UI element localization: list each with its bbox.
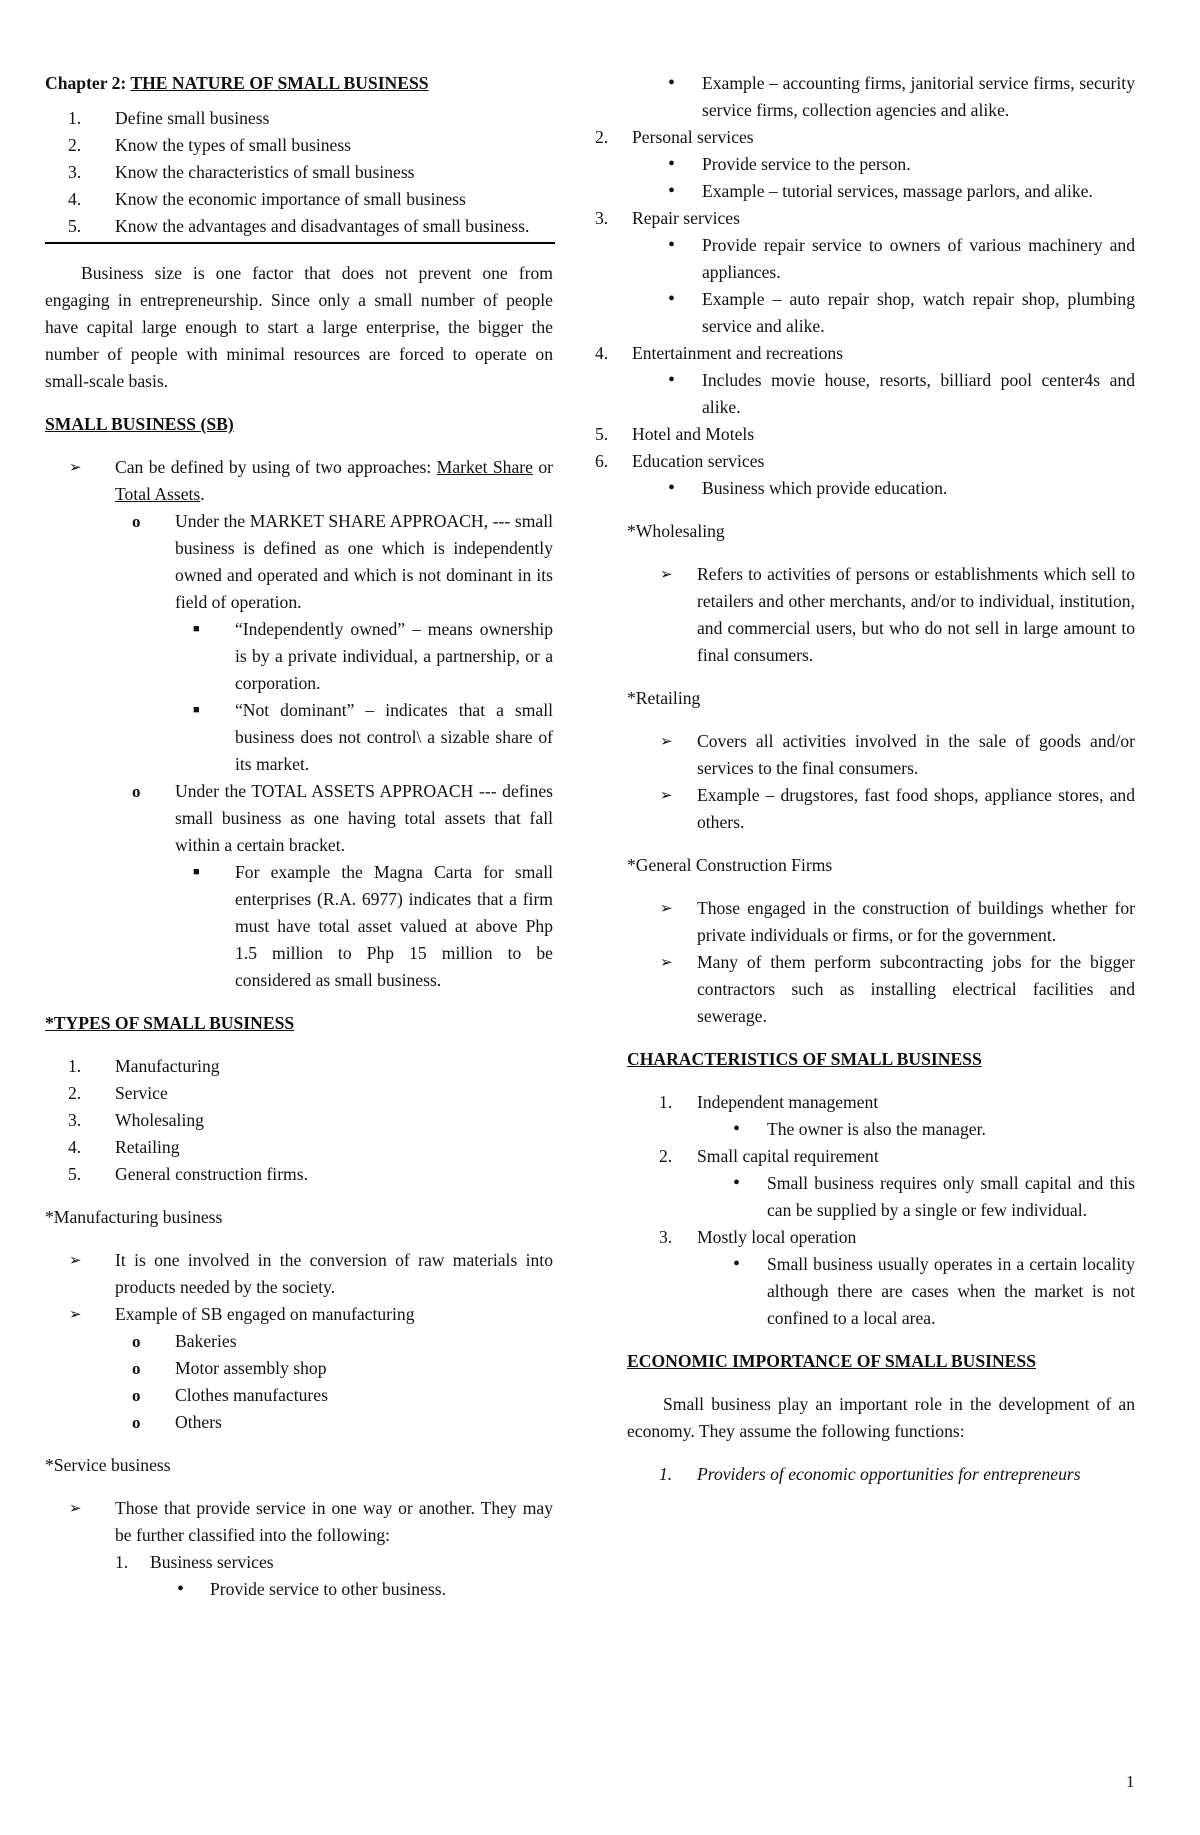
dot-bullet-icon: • bbox=[668, 153, 676, 175]
list-item: o Bakeries bbox=[45, 1328, 553, 1355]
economic-intro-paragraph: Small business play an important role in the development of an economy. They assume the following functions: bbox=[627, 1394, 1135, 1441]
list-item: 4. Entertainment and recreations bbox=[595, 343, 844, 363]
subheading-wholesaling: *Wholesaling bbox=[627, 521, 725, 541]
square-bullet-icon: ■ bbox=[193, 704, 200, 716]
list-item: ➢ Can be defined by using of two approaches: Market Share or Total Assets. bbox=[45, 454, 553, 508]
dot-bullet-icon: • bbox=[668, 72, 676, 94]
arrow-bullet-icon: ➢ bbox=[660, 732, 673, 750]
list-item: o Others bbox=[45, 1409, 553, 1436]
list-item: ➢ Many of them perform subcontracting jobs for the bigger contractors such as installing electrical facilities and sewerage. bbox=[627, 949, 1135, 1030]
list-item: ■ “Not dominant” – indicates that a small business does not control\ a sizable share of its market. bbox=[45, 697, 553, 778]
list-item: • Example – accounting firms, janitorial service firms, security service firms, collection agencies and alike. bbox=[668, 72, 1135, 120]
subheading-construction: *General Construction Firms bbox=[627, 855, 833, 875]
dot-bullet-icon: • bbox=[177, 1578, 185, 1600]
list-item: • The owner is also the manager. bbox=[627, 1116, 1135, 1143]
list-item: ➢ Example – drugstores, fast food shops, appliance stores, and others. bbox=[627, 782, 1135, 836]
list-item: o Under the TOTAL ASSETS APPROACH --- defines small business as one having total assets that fall within a certain bracket. bbox=[45, 778, 553, 859]
dot-bullet-icon: • bbox=[668, 288, 676, 310]
list-item: • Provide service to the person. bbox=[627, 151, 1135, 178]
list-item: 5. General construction firms. bbox=[68, 1164, 308, 1184]
section-heading-types: *TYPES OF SMALL BUSINESS bbox=[45, 1013, 295, 1033]
list-item: 3. Know the characteristics of small business bbox=[68, 162, 415, 182]
list-item: o Motor assembly shop bbox=[45, 1355, 553, 1382]
list-item: • Provide service to other business. bbox=[45, 1576, 553, 1603]
circle-bullet-icon: o bbox=[132, 1413, 141, 1432]
arrow-bullet-icon: ➢ bbox=[69, 1305, 82, 1323]
list-item: 4. Know the economic importance of small business bbox=[68, 189, 466, 209]
list-item: 3. Repair services bbox=[595, 208, 740, 228]
square-bullet-icon: ■ bbox=[193, 866, 200, 878]
list-item: 2. Personal services bbox=[595, 127, 754, 147]
list-item: 3. Wholesaling bbox=[68, 1110, 204, 1130]
section-heading-small-business: SMALL BUSINESS (SB) bbox=[45, 414, 234, 434]
list-item: o Clothes manufactures bbox=[45, 1382, 553, 1409]
types-list bbox=[45, 1053, 553, 1188]
arrow-bullet-icon: ➢ bbox=[69, 458, 82, 476]
arrow-bullet-icon: ➢ bbox=[69, 1499, 82, 1517]
list-item: 3. Mostly local operation bbox=[659, 1227, 857, 1247]
arrow-bullet-icon: ➢ bbox=[660, 786, 673, 804]
subheading-retailing: *Retailing bbox=[627, 688, 701, 708]
dot-bullet-icon: • bbox=[668, 180, 676, 202]
list-item: • Example – tutorial services, massage parlors, and alike. bbox=[627, 178, 1135, 205]
section-heading-characteristics: CHARACTERISTICS OF SMALL BUSINESS bbox=[627, 1049, 982, 1069]
list-item: 5. Hotel and Motels bbox=[595, 424, 755, 444]
list-item: 1. Manufacturing bbox=[68, 1056, 220, 1076]
dot-bullet-icon: • bbox=[668, 234, 676, 256]
list-item: 2. Small capital requirement bbox=[659, 1146, 879, 1166]
square-bullet-icon: ■ bbox=[193, 623, 200, 635]
page-number: 1 bbox=[1126, 1772, 1135, 1791]
list-item: • Includes movie house, resorts, billiard pool center4s and alike. bbox=[668, 369, 1135, 417]
list-item: • Small business usually operates in a certain locality although there are cases when the market is not confined to a local area. bbox=[733, 1253, 1135, 1328]
list-item: • Provide repair service to owners of various machinery and appliances. bbox=[668, 234, 1135, 282]
subheading-manufacturing: *Manufacturing business bbox=[45, 1207, 223, 1227]
list-item: 2. Know the types of small business bbox=[68, 135, 352, 155]
list-item: ■ For example the Magna Carta for small enterprises (R.A. 6977) indicates that a firm must have total asset valued at above Php 1.5 million to Php 15 million to be considered as small business. bbox=[45, 859, 553, 994]
list-item: ➢ Refers to activities of persons or establishments which sell to retailers and other merchants, and/or to individual, institution, and commercial users, but who do not sell in large amount to final consumers. bbox=[627, 561, 1135, 669]
chapter-title: Chapter 2: THE NATURE OF SMALL BUSINESS bbox=[45, 73, 429, 93]
left-column bbox=[45, 70, 553, 1603]
list-item: 6. Education services bbox=[595, 451, 765, 471]
list-item: ➢ Those engaged in the construction of buildings whether for private individuals or firms, or for the government. bbox=[627, 895, 1135, 949]
list-item: ➢ Covers all activities involved in the sale of goods and/or services to the final consumers. bbox=[627, 728, 1135, 782]
chapter-title-text: THE NATURE OF SMALL BUSINESS bbox=[130, 73, 429, 93]
right-column bbox=[595, 70, 1135, 1488]
dot-bullet-icon: • bbox=[668, 477, 676, 499]
list-item: 2. Service bbox=[68, 1083, 168, 1103]
list-item: ➢ It is one involved in the conversion of raw materials into products needed by the society. bbox=[45, 1247, 553, 1301]
dot-bullet-icon: • bbox=[733, 1118, 741, 1140]
intro-paragraph: Business size is one factor that does not prevent one from engaging in entrepreneurship. Since only a small number of people have capital large enough to start a large enterprise, the bigger the number of people with minimal resources are forced to operate on small-scale basis. bbox=[45, 263, 553, 391]
list-item: 1. Independent management bbox=[659, 1092, 879, 1112]
list-item: 1. Providers of economic opportunities for entrepreneurs bbox=[659, 1464, 1081, 1484]
list-item: o Under the MARKET SHARE APPROACH, --- small business is defined as one which is independently owned and operated and which is not dominant in its field of operation. bbox=[45, 508, 553, 616]
dot-bullet-icon: • bbox=[733, 1253, 741, 1275]
dot-bullet-icon: • bbox=[733, 1172, 741, 1194]
dot-bullet-icon: • bbox=[668, 369, 676, 391]
objectives-list bbox=[45, 105, 553, 240]
list-item: 5. Know the advantages and disadvantages of small business. bbox=[68, 216, 530, 236]
list-item: ■ “Independently owned” – means ownership is by a private individual, a partnership, or a corporation. bbox=[45, 616, 553, 697]
arrow-bullet-icon: ➢ bbox=[660, 565, 673, 583]
circle-bullet-icon: o bbox=[132, 1332, 141, 1351]
list-item: 1. Define small business bbox=[68, 108, 270, 128]
circle-bullet-icon: o bbox=[132, 1359, 141, 1378]
subheading-service: *Service business bbox=[45, 1455, 171, 1475]
arrow-bullet-icon: ➢ bbox=[660, 899, 673, 917]
circle-bullet-icon: o bbox=[132, 1386, 141, 1405]
list-item: • Example – auto repair shop, watch repair shop, plumbing service and alike. bbox=[668, 288, 1135, 336]
list-item: ➢ Those that provide service in one way or another. They may be further classified into the following: bbox=[45, 1495, 553, 1549]
list-item: 1. Business services bbox=[115, 1552, 274, 1572]
list-item: 4. Retailing bbox=[68, 1137, 180, 1157]
circle-bullet-icon: o bbox=[132, 512, 141, 531]
arrow-bullet-icon: ➢ bbox=[69, 1251, 82, 1269]
arrow-bullet-icon: ➢ bbox=[660, 953, 673, 971]
section-heading-economic-importance: ECONOMIC IMPORTANCE OF SMALL BUSINESS bbox=[627, 1351, 1036, 1371]
list-item: • Small business requires only small capital and this can be supplied by a single or few individual. bbox=[733, 1172, 1135, 1220]
list-item: ➢ Example of SB engaged on manufacturing bbox=[45, 1301, 553, 1328]
list-item: • Business which provide education. bbox=[627, 475, 1135, 502]
circle-bullet-icon: o bbox=[132, 782, 141, 801]
